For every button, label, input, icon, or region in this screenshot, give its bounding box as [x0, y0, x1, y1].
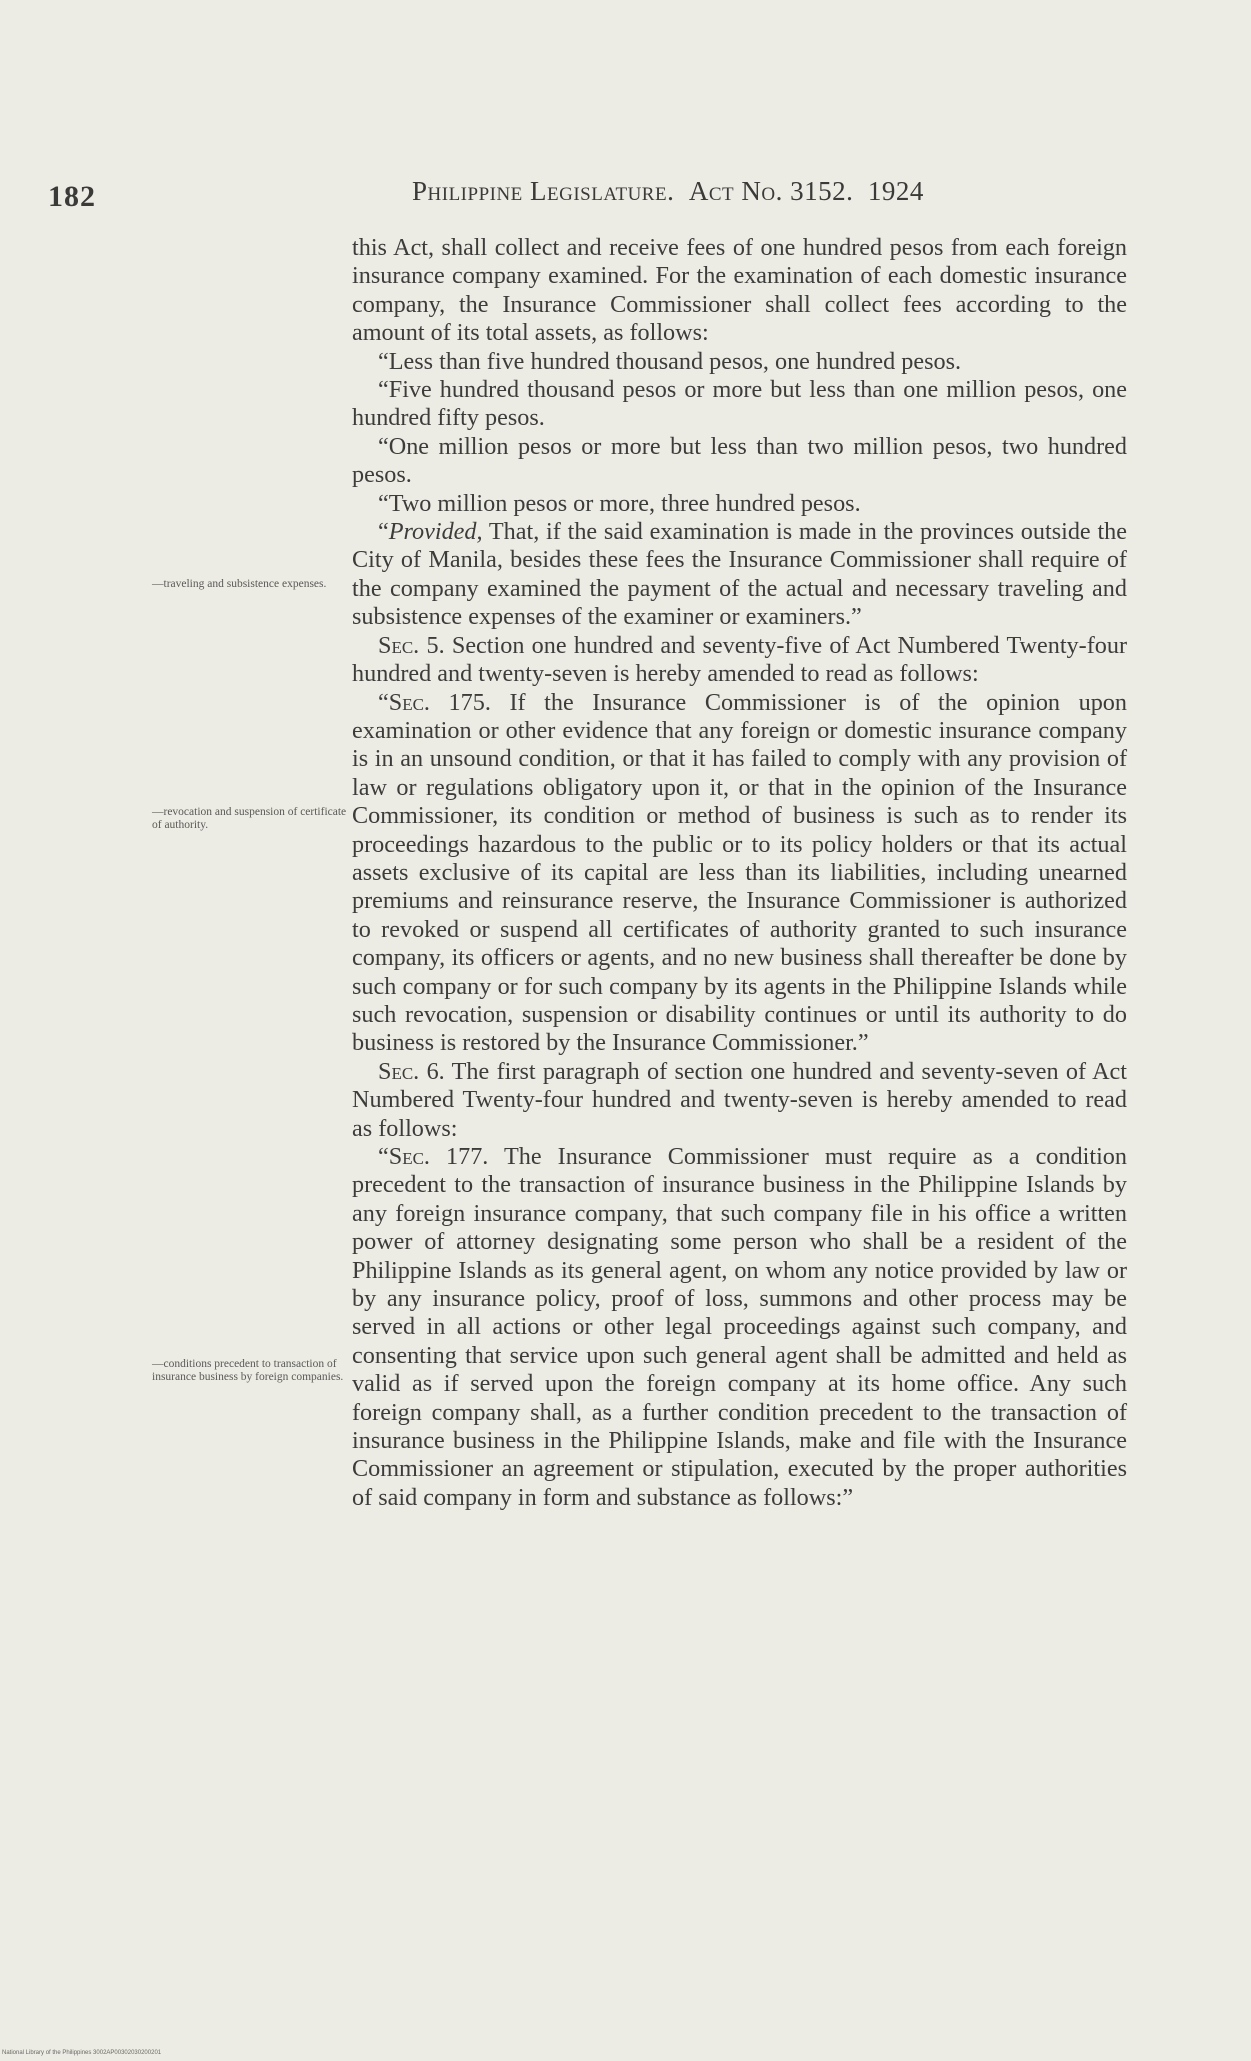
paragraph-fee-tier-1: “Less than five hundred thousand pesos, one hundred pesos.	[378, 347, 962, 375]
running-head-title: Philippine Legislature.	[412, 176, 675, 206]
paragraph-fee-tier-2: “Five hundred thousand pesos or more but less than one million pesos, one hundred fifty pesos.	[352, 376, 1127, 432]
proviso-italic: Provided,	[388, 518, 483, 546]
sec-5-label: Sec. 5.	[378, 631, 445, 659]
page-number: 182	[48, 180, 96, 213]
footer-credit: National Library of the Philippines 3002AP00302030200201	[2, 2050, 162, 2056]
sec-175-label: “Sec. 175.	[378, 688, 491, 716]
margin-note-traveling: —traveling and subsistence expenses.	[152, 578, 327, 590]
body-text	[352, 234, 1127, 1512]
margin-note-conditions: —conditions precedent to transaction of insurance business by foreign companies.	[152, 1358, 344, 1383]
paragraph-sec-175	[352, 689, 1127, 1058]
sec-177-text: The Insurance Commissioner must require as a condition precedent to the transaction of insurance business in the Philippine Islands by any foreign insurance company, that such company file in his office a written power of attorney designating some person who shall be a resident of the Philippine Islands as its general agent, on whom any notice provided by law or by any insurance policy, proof of loss, summons and other process may be served in all actions or other legal proceedings against such company, and consenting that service upon such general agent shall be admitted and held as valid as if served upon the foreign company at its home office. Any such foreign company shall, as a further condition precedent to the transaction of insurance business in the Philippine Islands, make and file with the Insurance Commissioner an agreement or stipulation, executed by the proper authorities of said company in form and substance as follows:”	[352, 1143, 1127, 1511]
running-head	[412, 176, 924, 207]
running-head-act: Act No. 3152.	[688, 176, 854, 206]
proviso-text: That, if the said examination is made in the provinces outside the City of Manila, besides these fees the Insurance Commissioner shall require of the company examined the payment of the actual and necessary traveling and subsistence expenses of the examiner or examiners.”	[352, 518, 1127, 631]
running-head-year: 1924	[867, 176, 924, 206]
proviso-open-quote: “	[378, 518, 389, 546]
paragraph-sec-5	[352, 632, 1127, 689]
sec-177-label: “Sec. 177.	[378, 1143, 489, 1170]
paragraph-fee-tier-4: “Two million pesos or more, three hundred pesos.	[378, 489, 861, 517]
paragraph-proviso	[352, 518, 1127, 632]
sec-175-text: If the Insurance Commissioner is of the opinion upon examination or other evidence that any foreign or domestic insurance company is in an unsound condition, or that it has failed to comply with any provision of law or regulations obligatory upon it, or that in the opinion of the Insurance Commissioner, its condition or method of business is such as to render its proceedings hazardous to the public or to its policy holders or that its actual assets exclusive of its capital are less than its liabilities, including unearned premiums and reinsurance reserve, the Insurance Commissioner is authorized to revoked or suspend all certificates of authority granted to such insurance company, its officers or agents, and no new business shall thereafter be done by such company or for such company by its agents in the Philippine Islands while such revocation, suspension or disability continues or until its authority to do business is restored by the Insurance Commissioner.”	[352, 688, 1127, 1057]
paragraph-sec-177	[352, 1143, 1127, 1512]
paragraph-fee-tier-3: “One million pesos or more but less than two million pesos, two hundred pesos.	[352, 432, 1127, 489]
sec-6-label: Sec. 6.	[378, 1057, 445, 1085]
margin-note-revocation: —revocation and suspension of certificate of authority.	[152, 806, 347, 831]
paragraph-fees: this Act, shall collect and receive fees of one hundred pesos from each foreign insurance company examined. For the examination of each domestic insurance company, the Insurance Commissioner shall collect fees according to the amount of its total assets, as follows:	[352, 234, 1127, 347]
paragraph-sec-6	[352, 1058, 1127, 1143]
sec-6-text: The first paragraph of section one hundred and seventy-seven of Act Numbered Twenty-four hundred and twenty-seven is hereby amended to read as follows:	[352, 1057, 1127, 1142]
sec-5-text: Section one hundred and seventy-five of Act Numbered Twenty-four hundred and twenty-seven is hereby amended to read as follows:	[352, 631, 1127, 688]
